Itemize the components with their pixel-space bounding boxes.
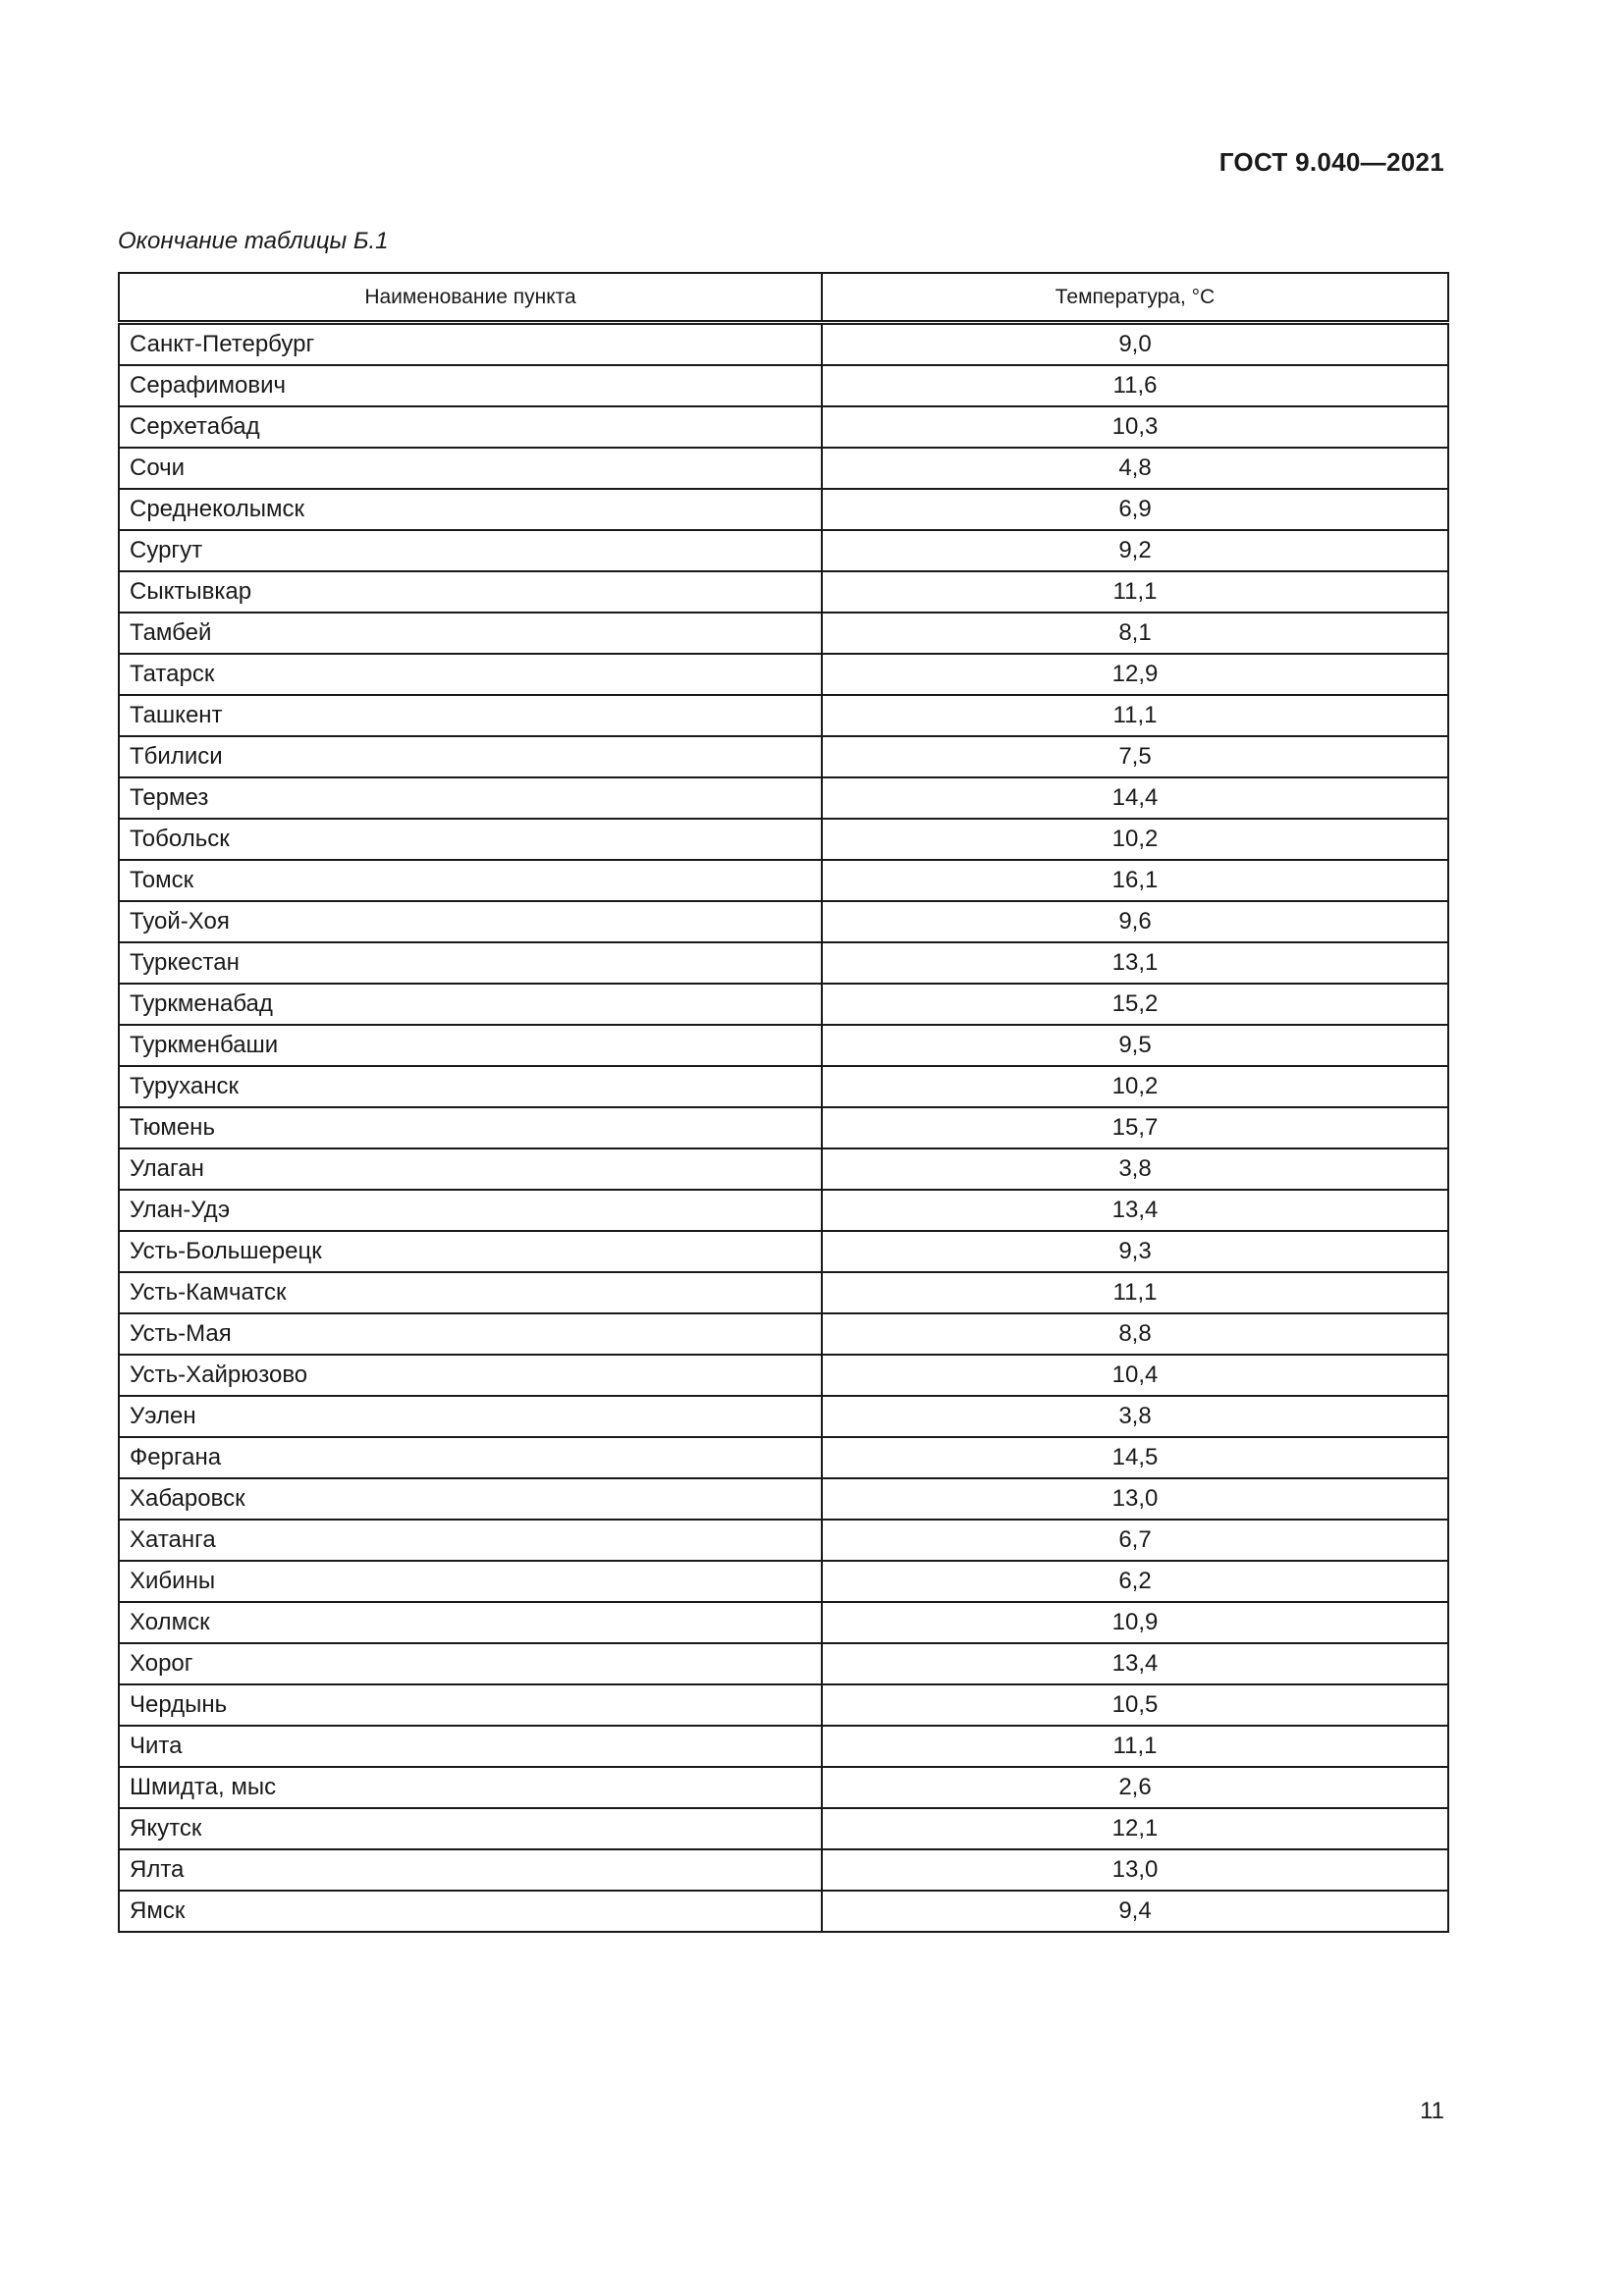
location-name-cell: Улан-Удэ (119, 1190, 822, 1231)
table-row (119, 448, 1448, 489)
location-name-cell: Хибины (119, 1561, 822, 1602)
table-row (119, 530, 1448, 571)
location-name-cell: Чердынь (119, 1684, 822, 1726)
temperature-value-cell: 10,2 (822, 1066, 1448, 1107)
location-name-cell: Тюмень (119, 1107, 822, 1148)
temperature-value-cell: 14,4 (822, 777, 1448, 819)
temperature-value-cell: 9,6 (822, 901, 1448, 942)
table-row (119, 819, 1448, 860)
table-row (119, 654, 1448, 695)
location-name-cell: Уэлен (119, 1396, 822, 1437)
temperature-value-cell: 15,2 (822, 984, 1448, 1025)
table-row (119, 1437, 1448, 1478)
table-row (119, 1643, 1448, 1684)
temperature-value-cell: 13,4 (822, 1190, 1448, 1231)
location-name-cell: Туркестан (119, 942, 822, 984)
table-row (119, 736, 1448, 777)
table-row (119, 365, 1448, 406)
location-name-cell: Чита (119, 1726, 822, 1767)
temperature-value-cell: 13,0 (822, 1478, 1448, 1520)
location-name-cell: Хатанга (119, 1520, 822, 1561)
table-row (119, 1849, 1448, 1891)
location-name-cell: Ташкент (119, 695, 822, 736)
temperature-value-cell: 13,4 (822, 1643, 1448, 1684)
temperature-value-cell: 11,1 (822, 1726, 1448, 1767)
temperature-value-cell: 14,5 (822, 1437, 1448, 1478)
location-name-cell: Томск (119, 860, 822, 901)
location-name-cell: Туркменабад (119, 984, 822, 1025)
temperature-value-cell: 4,8 (822, 448, 1448, 489)
location-name-cell: Шмидта, мыс (119, 1767, 822, 1808)
table-row (119, 1684, 1448, 1726)
location-name-cell: Сыктывкар (119, 571, 822, 613)
temperature-value-cell: 13,1 (822, 942, 1448, 984)
temperature-value-cell: 10,5 (822, 1684, 1448, 1726)
table-row (119, 1602, 1448, 1643)
location-name-cell: Тамбей (119, 613, 822, 654)
table-row (119, 1190, 1448, 1231)
temperature-value-cell: 16,1 (822, 860, 1448, 901)
location-name-cell: Сочи (119, 448, 822, 489)
temperature-value-cell: 10,3 (822, 406, 1448, 448)
table-row (119, 1231, 1448, 1272)
table-body (119, 323, 1448, 1933)
location-name-cell: Ялта (119, 1849, 822, 1891)
table-header-row (119, 273, 1448, 323)
temperature-value-cell: 10,4 (822, 1355, 1448, 1396)
table-row (119, 489, 1448, 530)
temperature-value-cell: 9,0 (822, 323, 1448, 366)
temperature-value-cell: 9,5 (822, 1025, 1448, 1066)
location-name-cell: Татарск (119, 654, 822, 695)
temperature-value-cell: 15,7 (822, 1107, 1448, 1148)
temperature-value-cell: 9,3 (822, 1231, 1448, 1272)
table-row (119, 1148, 1448, 1190)
location-name-cell: Хорог (119, 1643, 822, 1684)
table-row (119, 1520, 1448, 1561)
location-name-cell: Туой-Хоя (119, 901, 822, 942)
table-row (119, 1355, 1448, 1396)
location-name-cell: Санкт-Петербург (119, 323, 822, 366)
table-row (119, 942, 1448, 984)
table-row (119, 860, 1448, 901)
temperature-value-cell: 13,0 (822, 1849, 1448, 1891)
table-row (119, 1313, 1448, 1355)
temperature-value-cell: 6,9 (822, 489, 1448, 530)
table-row (119, 777, 1448, 819)
location-name-cell: Серхетабад (119, 406, 822, 448)
table-row (119, 1767, 1448, 1808)
location-name-cell: Холмск (119, 1602, 822, 1643)
temperature-value-cell: 11,6 (822, 365, 1448, 406)
temperature-value-cell: 11,1 (822, 1272, 1448, 1313)
location-name-cell: Усть-Большерецк (119, 1231, 822, 1272)
table-caption: Окончание таблицы Б.1 (118, 228, 389, 254)
location-name-cell: Хабаровск (119, 1478, 822, 1520)
location-name-cell: Усть-Камчатск (119, 1272, 822, 1313)
location-name-cell: Среднеколымск (119, 489, 822, 530)
table-row (119, 1025, 1448, 1066)
table-row (119, 1107, 1448, 1148)
table-row (119, 1561, 1448, 1602)
location-name-cell: Ямск (119, 1891, 822, 1932)
location-name-cell: Тбилиси (119, 736, 822, 777)
column-header-temperature: Температура, °С (822, 273, 1448, 323)
location-name-cell: Термез (119, 777, 822, 819)
location-name-cell: Туруханск (119, 1066, 822, 1107)
temperature-value-cell: 12,1 (822, 1808, 1448, 1849)
table-row (119, 1396, 1448, 1437)
temperature-table (118, 272, 1449, 1933)
page-number: 11 (1420, 2098, 1444, 2124)
temperature-value-cell: 9,4 (822, 1891, 1448, 1932)
table-row (119, 613, 1448, 654)
temperature-value-cell: 12,9 (822, 654, 1448, 695)
table-row (119, 1272, 1448, 1313)
location-name-cell: Сургут (119, 530, 822, 571)
temperature-value-cell: 10,9 (822, 1602, 1448, 1643)
table-row (119, 571, 1448, 613)
temperature-value-cell: 3,8 (822, 1396, 1448, 1437)
document-standard-header: ГОСТ 9.040—2021 (1218, 147, 1444, 177)
temperature-value-cell: 2,6 (822, 1767, 1448, 1808)
temperature-value-cell: 11,1 (822, 571, 1448, 613)
column-header-location: Наименование пункта (119, 273, 822, 323)
location-name-cell: Усть-Мая (119, 1313, 822, 1355)
table-row (119, 406, 1448, 448)
table-row (119, 1808, 1448, 1849)
table-row (119, 1478, 1448, 1520)
temperature-value-cell: 7,5 (822, 736, 1448, 777)
table-row (119, 984, 1448, 1025)
table-row (119, 323, 1448, 366)
table-row (119, 1726, 1448, 1767)
table-row (119, 1066, 1448, 1107)
temperature-value-cell: 8,1 (822, 613, 1448, 654)
location-name-cell: Тобольск (119, 819, 822, 860)
temperature-value-cell: 6,2 (822, 1561, 1448, 1602)
temperature-value-cell: 9,2 (822, 530, 1448, 571)
table-row (119, 695, 1448, 736)
location-name-cell: Улаган (119, 1148, 822, 1190)
table-row (119, 1891, 1448, 1932)
temperature-value-cell: 3,8 (822, 1148, 1448, 1190)
location-name-cell: Туркменбаши (119, 1025, 822, 1066)
table-row (119, 901, 1448, 942)
location-name-cell: Якутск (119, 1808, 822, 1849)
temperature-value-cell: 6,7 (822, 1520, 1448, 1561)
location-name-cell: Усть-Хайрюзово (119, 1355, 822, 1396)
temperature-value-cell: 10,2 (822, 819, 1448, 860)
temperature-value-cell: 11,1 (822, 695, 1448, 736)
location-name-cell: Серафимович (119, 365, 822, 406)
temperature-value-cell: 8,8 (822, 1313, 1448, 1355)
table-header (119, 273, 1448, 323)
location-name-cell: Фергана (119, 1437, 822, 1478)
